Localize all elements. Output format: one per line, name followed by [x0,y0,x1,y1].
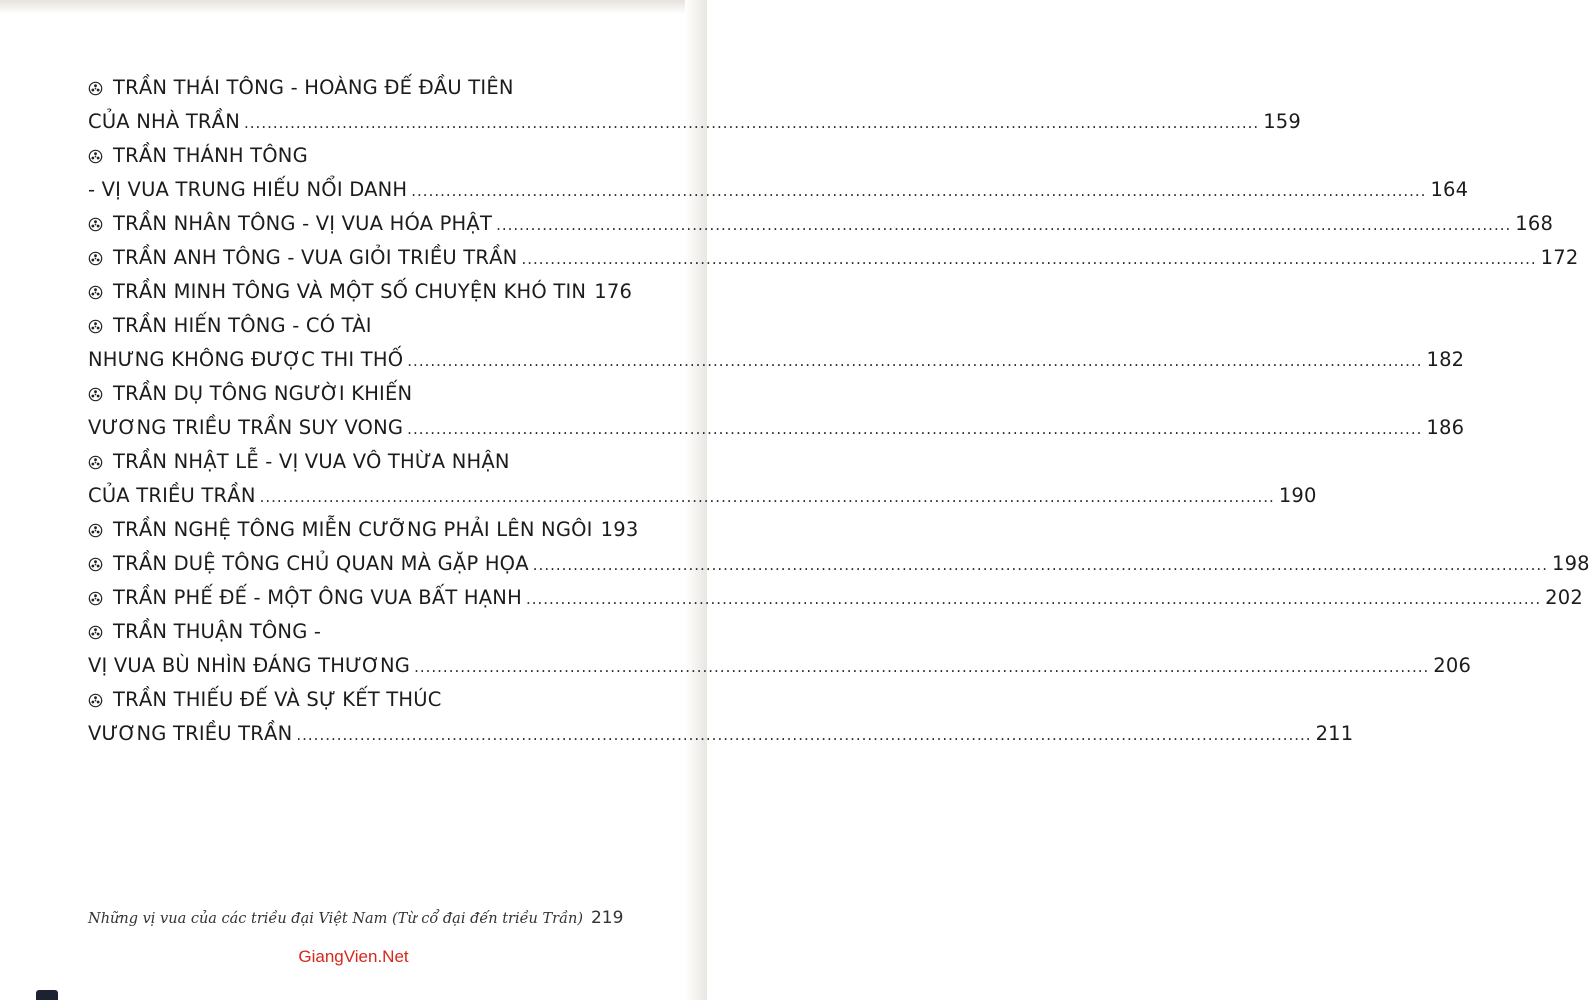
toc-entry-text: TRẦN PHẾ ĐẾ - MỘT ÔNG VUA BẤT HẠNH [113,586,522,609]
flower-ornament-icon [88,523,103,538]
toc-entry-text: TRẦN NHẬT LỄ - VỊ VUA VÔ THỪA NHẬN [113,450,510,473]
flower-ornament-icon [88,285,103,300]
toc-entry [88,241,1579,275]
toc-page-number: 211 [1315,722,1354,745]
toc-entry-title-line [88,241,1579,275]
toc-page-number: 168 [1515,212,1554,235]
toc-entry-text: NHƯNG KHÔNG ĐƯỢC THI THỐ [88,348,404,371]
footer-page-number: 219 [590,908,624,928]
toc-page-number: 182 [1426,348,1465,371]
toc-entry-text: TRẦN MINH TÔNG VÀ MỘT SỐ CHUYỆN KHÓ TIN [113,280,587,303]
toc-entry-text: VỊ VUA BÙ NHÌN ĐÁNG THƯƠNG [88,654,411,677]
toc-entry [88,71,1302,139]
toc-entry-title-line [88,71,590,105]
toc-entry-continuation-line [88,717,1354,751]
dot-leader [260,480,1275,514]
flower-ornament-icon [88,251,103,266]
toc-entry-text: VƯƠNG TRIỀU TRẦN [88,722,293,745]
toc-page-number: 186 [1426,416,1465,439]
toc-entry [88,615,1472,683]
toc-entry-title-line [88,615,590,649]
toc-entry-title-line [88,445,590,479]
toc-entry-text: TRẦN THIẾU ĐẾ VÀ SỰ KẾT THÚC [113,688,442,711]
toc-page-number: 164 [1430,178,1469,201]
toc-entry [88,547,1590,581]
toc-entry-text: TRẦN ANH TÔNG - VUA GIỎI TRIỀU TRẦN [113,246,518,269]
toc-page-number: 190 [1278,484,1317,507]
toc-entry-title-line [88,377,590,411]
toc-page-number: 202 [1545,586,1583,609]
toc-page-number: 172 [1540,246,1579,269]
toc-entry [88,445,1317,513]
dot-leader [244,106,1259,140]
dot-leader [411,174,1426,208]
toc-entry-title-line [88,547,1590,581]
toc-entry-text: TRẦN THÁI TÔNG - HOÀNG ĐẾ ĐẦU TIÊN [113,76,514,99]
toc-entry-text: TRẦN DỤ TÔNG NGƯỜI KHIẾN [113,382,413,405]
toc-entry-text: TRẦN THÁNH TÔNG [113,144,308,167]
flower-ornament-icon [88,557,103,572]
dot-leader [533,548,1548,582]
toc-entry-title-line [88,207,1554,241]
toc-entry-title-line [88,139,590,173]
toc-page-number: 159 [1263,110,1302,133]
toc-entry-text: CỦA NHÀ TRẦN [88,110,241,133]
toc-entry-title-line [88,309,590,343]
flower-ornament-icon [88,625,103,640]
toc-entry [88,513,639,547]
toc-entry [88,309,1465,377]
dot-leader [414,650,1429,684]
running-footer [88,908,624,928]
toc-entry-title-line [88,275,633,309]
flower-ornament-icon [88,319,103,334]
toc-entry-continuation-line [88,105,1302,139]
toc-page-number: 206 [1433,654,1472,677]
dot-leader [296,718,1311,752]
toc-entry-continuation-line [88,479,1317,513]
toc-entry-continuation-line [88,173,1469,207]
toc-entry-text: TRẦN HIẾN TÔNG - CÓ TÀI [113,314,372,337]
toc-entry [88,207,1554,241]
flower-ornament-icon [88,591,103,606]
toc-entry-text: VƯƠNG TRIỀU TRẦN SUY VONG [88,416,404,439]
toc-page-number: 198 [1551,552,1590,575]
toc-entry-continuation-line [88,343,1465,377]
toc-entry-title-line [88,513,639,547]
flower-ornament-icon [88,217,103,232]
dot-leader [496,208,1511,242]
page-edge-top [0,0,707,14]
toc-entry-continuation-line [88,411,1465,445]
toc-entry-text: TRẦN DUỆ TÔNG CHỦ QUAN MÀ GẶP HỌA [113,552,529,575]
flower-ornament-icon [88,149,103,164]
toc-entry [88,581,1583,615]
toc-entry-text: TRẦN THUẬN TÔNG - [113,620,322,643]
scan-corner-mark [36,990,58,1000]
toc-page-number: 176 [594,280,633,303]
toc-entry-continuation-line [88,649,1472,683]
flower-ornament-icon [88,387,103,402]
dot-leader [521,242,1536,276]
watermark: GiangVien.Net [298,947,409,966]
toc-entry [88,139,1469,207]
toc-entry-text: - VỊ VUA TRUNG HIẾU NỔI DANH [88,178,408,201]
flower-ornament-icon [88,693,103,708]
running-title: Những vị vua của các triều đại Việt Nam (Từ cổ đại đến triều Trần) [88,911,583,927]
toc-entry-text: TRẦN NHÂN TÔNG - VỊ VUA HÓA PHẬT [113,212,493,235]
table-of-contents [88,71,1590,751]
flower-ornament-icon [88,81,103,96]
dot-leader [407,412,1422,446]
toc-entry-text: TRẦN NGHỆ TÔNG MIỄN CƯỠNG PHẢI LÊN NGÔI [113,518,593,541]
flower-ornament-icon [88,455,103,470]
toc-page-number: 193 [600,518,639,541]
toc-entry-text: CỦA TRIỀU TRẦN [88,484,256,507]
toc-entry-title-line [88,581,1583,615]
toc-entry [88,275,633,309]
toc-entry [88,377,1465,445]
dot-leader [407,344,1422,378]
toc-entry-title-line [88,683,590,717]
toc-entry [88,683,1354,751]
dot-leader [526,582,1541,616]
